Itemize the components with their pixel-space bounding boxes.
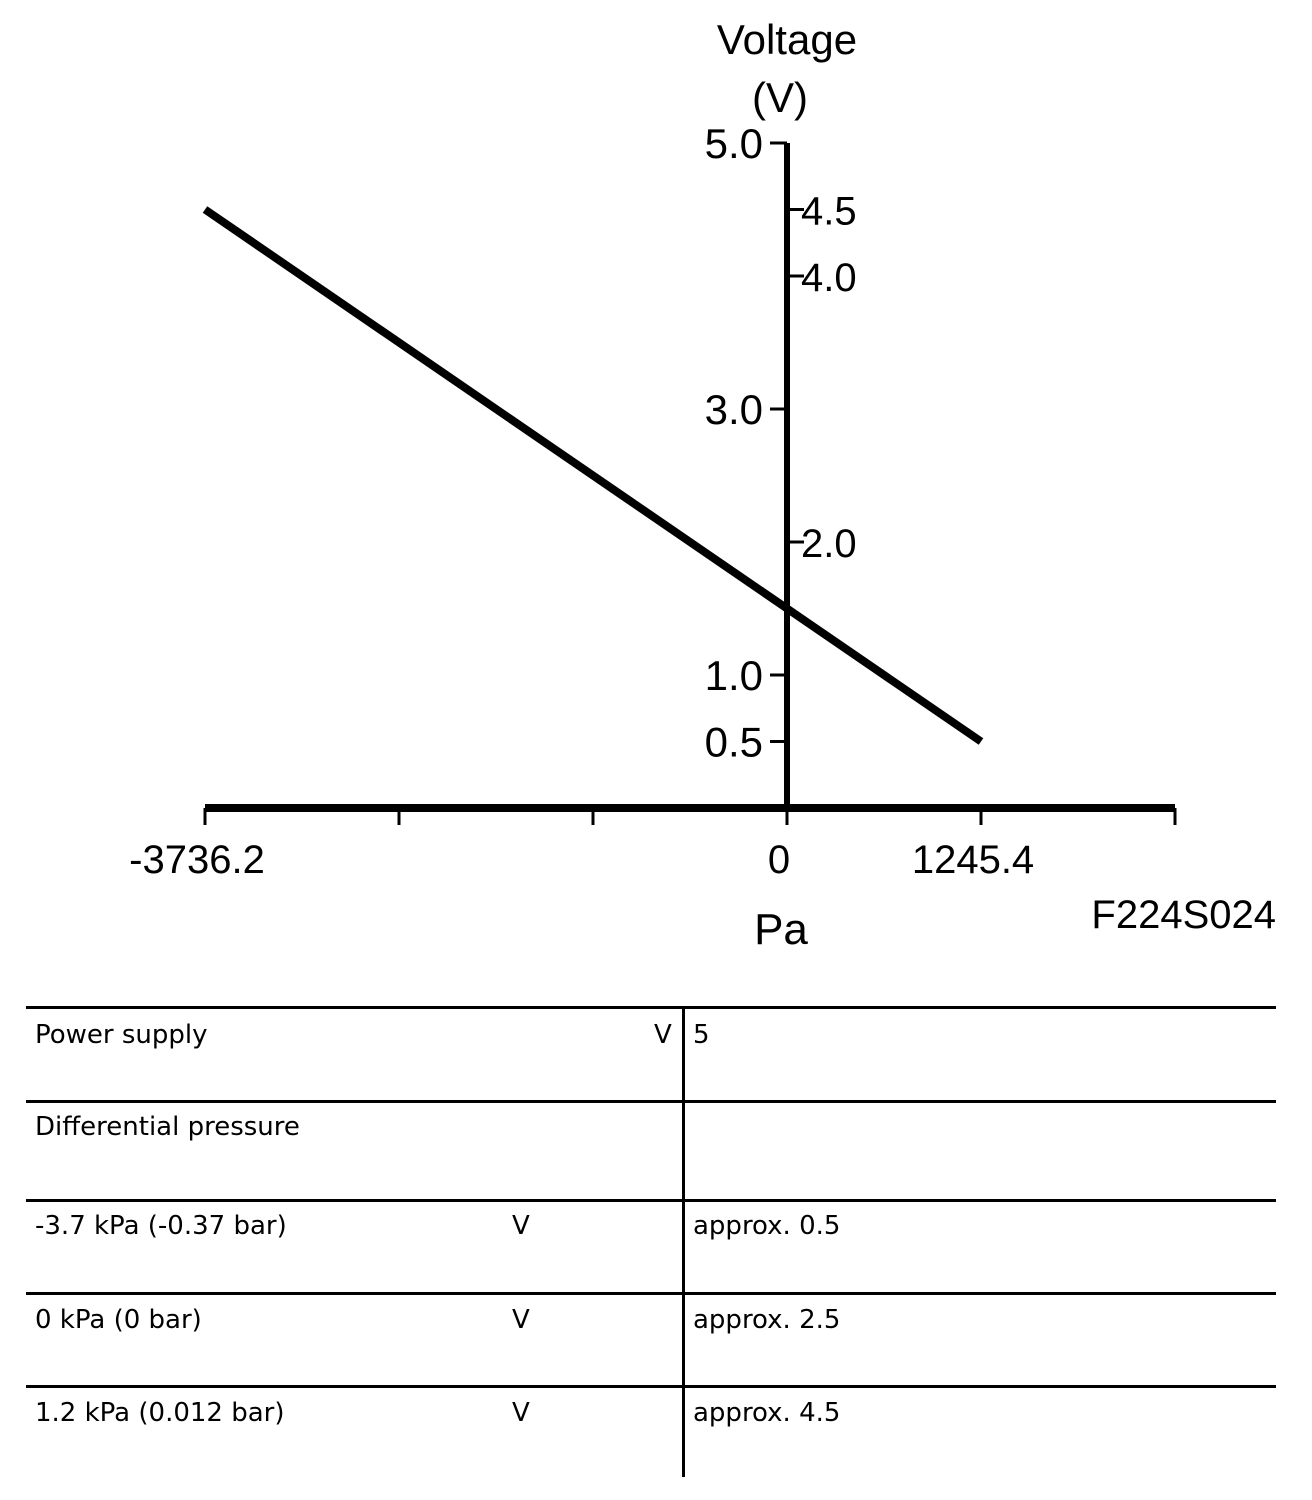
row-label-minus-3-7-kpa: -3.7 kPa (-0.37 bar) [35, 1211, 287, 1241]
y-tick-label: 1.0 [704, 652, 763, 699]
y-tick-label: 4.0 [801, 256, 857, 300]
x-axis-label: Pa [754, 905, 808, 954]
x-tick-label: -3736.2 [129, 838, 265, 882]
y-axis-label-line-2: (V) [752, 74, 808, 121]
y-tick-label: 3.0 [704, 386, 763, 433]
y-tick-label: 5.0 [704, 120, 763, 167]
row-value-power-supply: 5 [693, 1020, 710, 1050]
y-tick-label: 2.0 [801, 522, 857, 566]
y-tick-label: 0.5 [704, 718, 763, 766]
table-rule [26, 1199, 1276, 1202]
row-value-minus-3-7-kpa: approx. 0.5 [693, 1211, 841, 1241]
row-unit-power-supply: V [654, 1020, 672, 1050]
row-label-1-2-kpa: 1.2 kPa (0.012 bar) [35, 1398, 285, 1428]
x-tick-label: 0 [767, 838, 791, 882]
table-rule [26, 1100, 1276, 1103]
row-value-0-kpa: approx. 2.5 [693, 1305, 841, 1335]
y-tick-label: 4.5 [801, 189, 857, 234]
table-rule [26, 1006, 1276, 1009]
row-label-power-supply: Power supply [35, 1020, 208, 1050]
table-column-divider [682, 1007, 685, 1477]
figure-code: F224S024 [1091, 893, 1276, 937]
x-tick-label: 1245.4 [911, 838, 1035, 882]
table-rule [26, 1292, 1276, 1295]
row-value-1-2-kpa: approx. 4.5 [693, 1398, 841, 1428]
row-unit-1-2-kpa: V [512, 1398, 530, 1428]
row-unit-minus-3-7-kpa: V [512, 1211, 530, 1241]
y-axis-label-line-1: Voltage [716, 16, 858, 63]
table-rule [26, 1385, 1276, 1388]
row-label-differential-pressure: Differential pressure [35, 1112, 300, 1142]
series-line [205, 210, 981, 742]
row-unit-0-kpa: V [512, 1305, 530, 1335]
row-label-0-kpa: 0 kPa (0 bar) [35, 1305, 202, 1335]
